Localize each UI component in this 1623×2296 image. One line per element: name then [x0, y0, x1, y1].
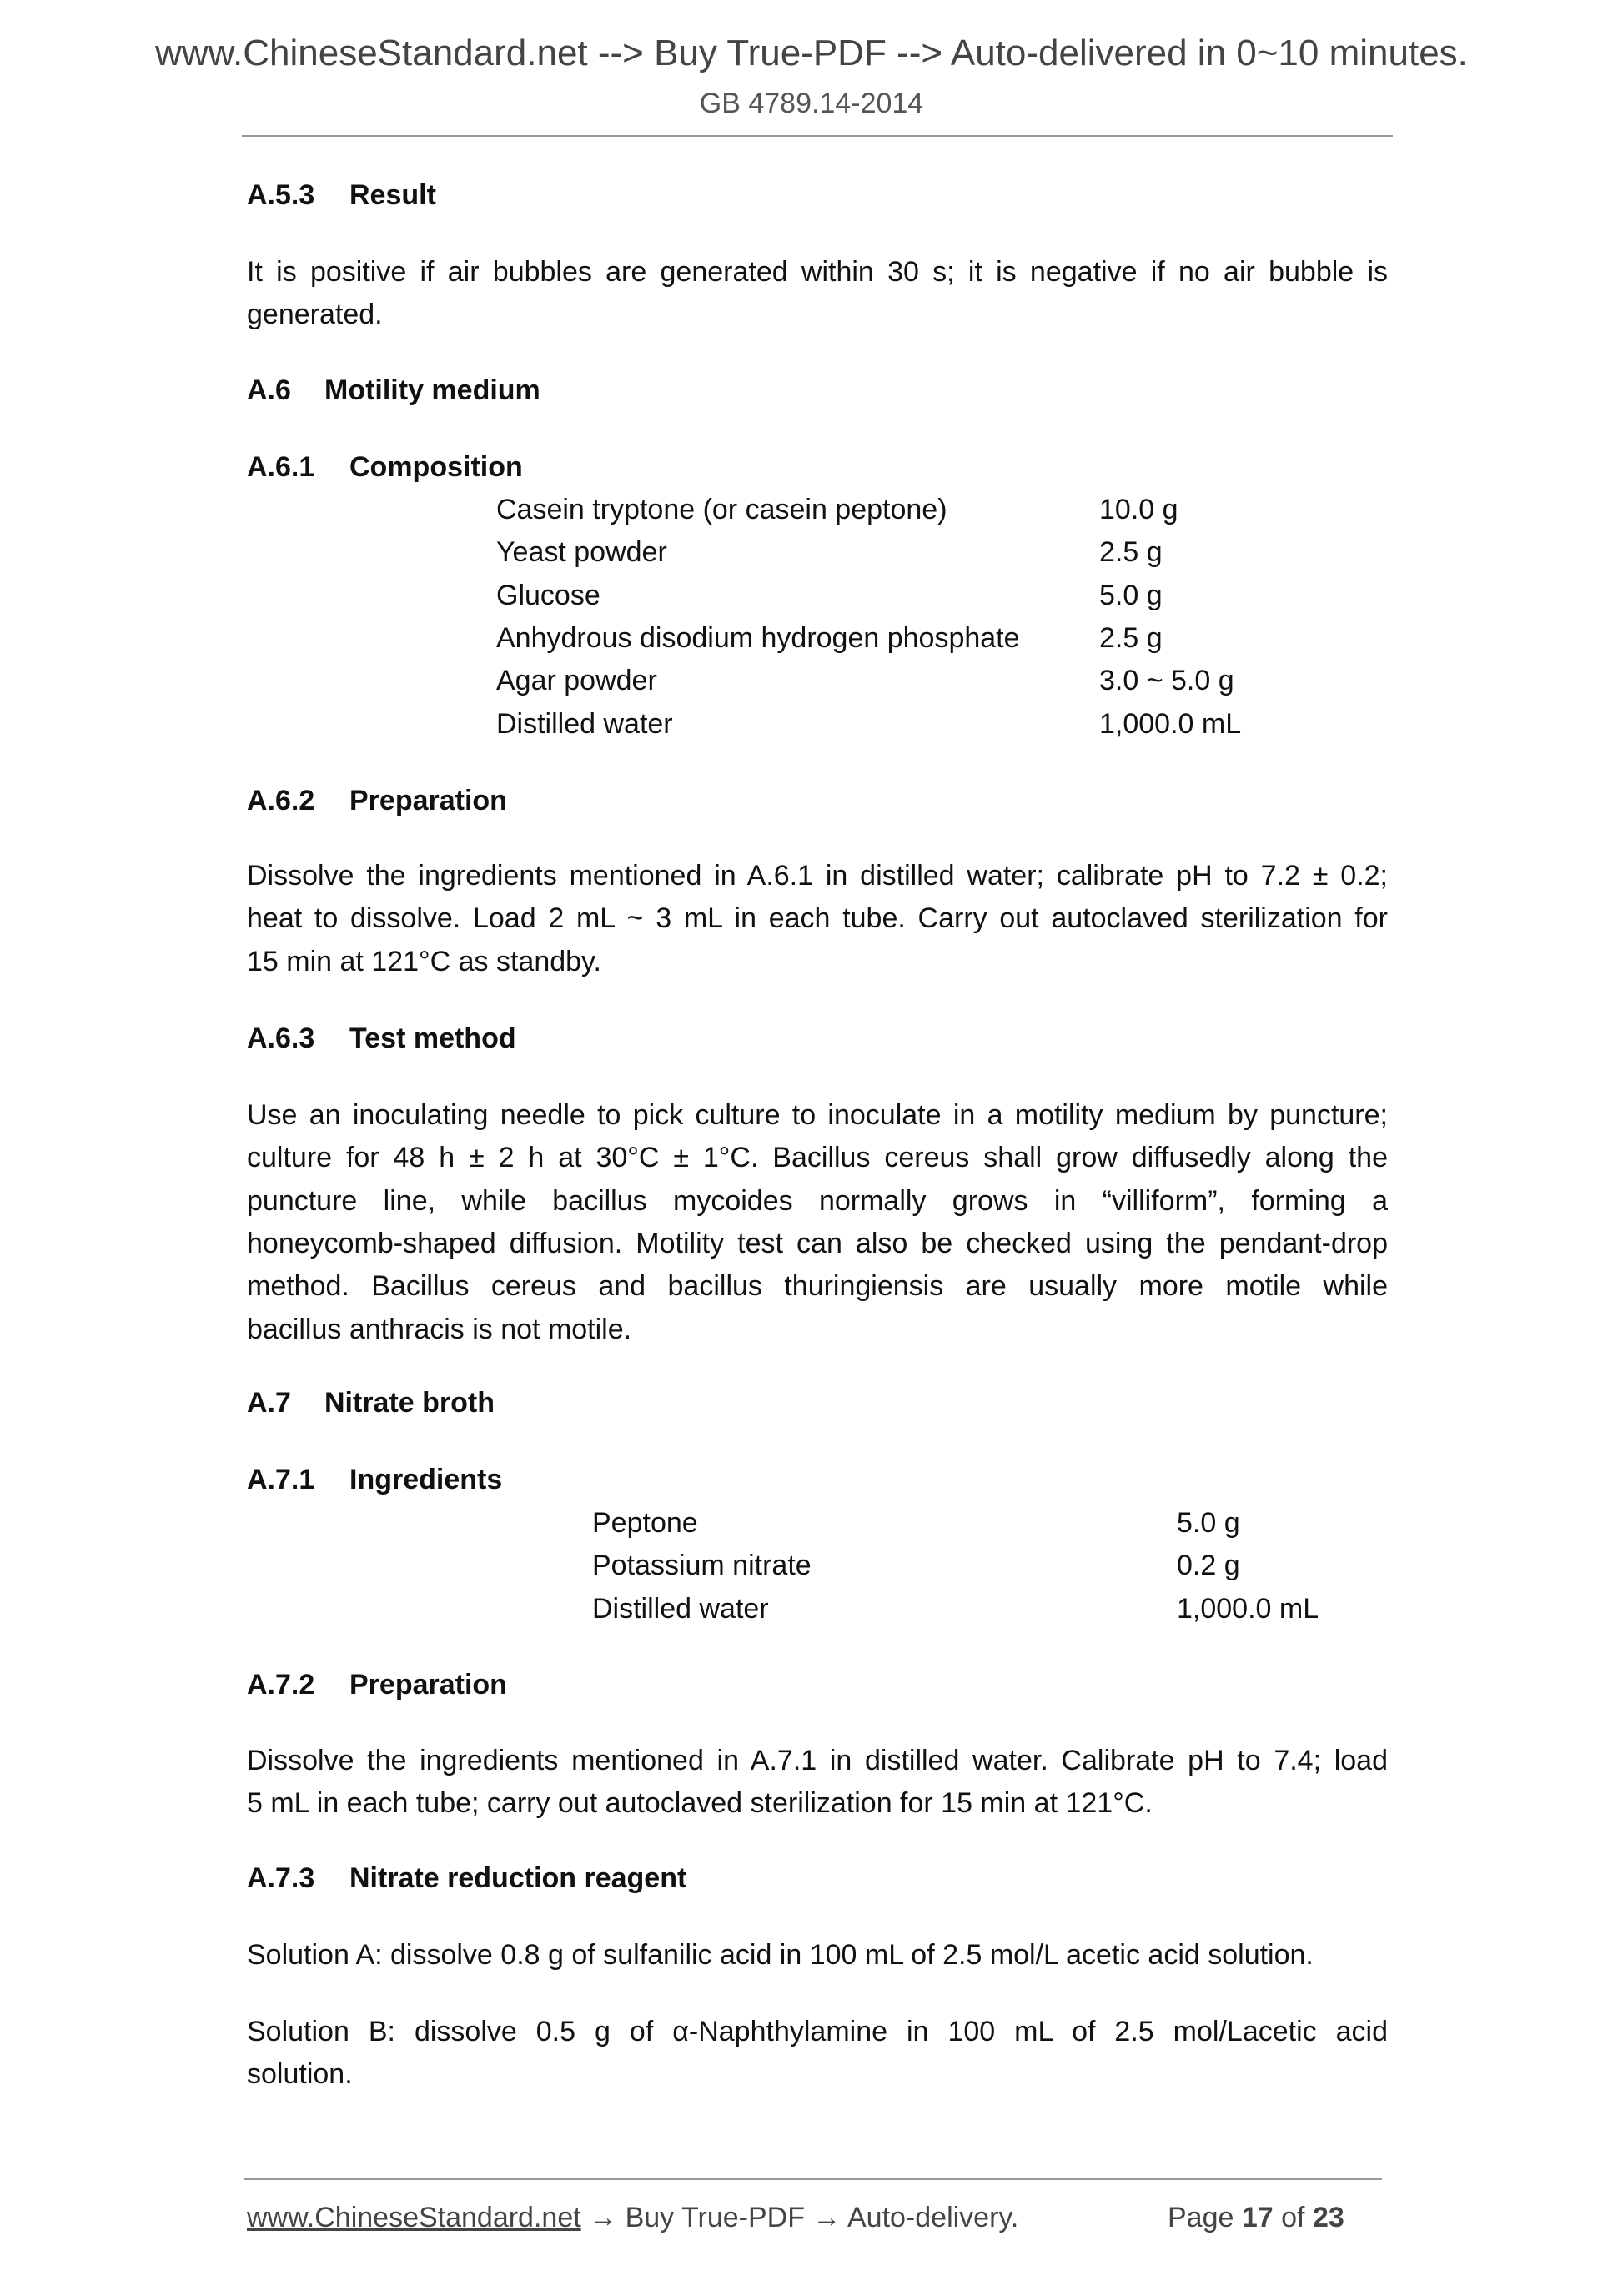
paragraph-line: It is positive if air bubbles are generated within 30 s; it is negative if no air bubble is: [247, 256, 1388, 288]
section-title: Preparation: [349, 1669, 507, 1701]
footer-rule: [244, 2178, 1382, 2180]
footer-tagline: → Buy True-PDF → Auto-delivery.: [580, 2202, 1019, 2233]
ingredient-name: Distilled water: [496, 707, 673, 740]
ingredient-amount: 2.5 g: [1099, 621, 1163, 654]
heading-a53: [247, 179, 436, 212]
paragraph-line: heat to dissolve. Load 2 mL ~ 3 mL in each tube. Carry out autoclaved sterilization for: [247, 902, 1388, 935]
section-title: Nitrate reduction reagent: [349, 1862, 687, 1894]
section-number: A.6.1: [247, 451, 315, 483]
section-title: Result: [349, 179, 436, 211]
heading-a62: [247, 785, 507, 817]
current-page: 17: [1241, 2202, 1274, 2233]
banner: www.ChineseStandard.net --> Buy True-PDF --> Auto-delivered in 0~10 minutes.: [155, 33, 1468, 73]
heading-a73: [247, 1862, 687, 1895]
ingredient-name: Potassium nitrate: [592, 1550, 812, 1582]
section-number: A.7: [247, 1387, 291, 1419]
footer-text: [247, 2202, 1018, 2234]
section-number: A.7.3: [247, 1862, 315, 1894]
of-label: of: [1281, 2202, 1305, 2233]
paragraph-line: bacillus anthracis is not motile.: [247, 1313, 632, 1345]
paragraph-line: generated.: [247, 299, 383, 331]
ingredient-amount: 10.0 g: [1099, 494, 1178, 525]
ingredient-amount: 1,000.0 mL: [1099, 707, 1242, 740]
page-label: Page: [1168, 2202, 1234, 2233]
ingredient-amount: 5.0 g: [1099, 579, 1163, 611]
heading-a63: [247, 1022, 516, 1055]
section-title: Preparation: [349, 785, 507, 816]
paragraph-line: Use an inoculating needle to pick culture to inoculate in a motility medium by puncture;: [247, 1099, 1388, 1131]
heading-a72: [247, 1669, 507, 1701]
paragraph-line: solution.: [247, 2058, 353, 2091]
paragraph-line: culture for 48 h ± 2 h at 30°C ± 1°C. Bacillus cereus shall grow diffusedly along the: [247, 1142, 1388, 1174]
section-number: A.5.3: [247, 179, 315, 211]
section-title: Ingredients: [349, 1464, 503, 1495]
ingredient-amount: 3.0 ~ 5.0 g: [1099, 665, 1234, 697]
ingredient-name: Anhydrous disodium hydrogen phosphate: [496, 621, 1020, 654]
section-number: A.6.3: [247, 1022, 315, 1054]
footer-link[interactable]: www.ChineseStandard.net: [247, 2202, 581, 2233]
ingredient-amount: 5.0 g: [1177, 1507, 1240, 1539]
paragraph-line: Dissolve the ingredients mentioned in A.7.1 in distilled water. Calibrate pH to 7.4; load: [247, 1745, 1388, 1776]
ingredient-name: Distilled water: [592, 1592, 769, 1625]
ingredient-name: Peptone: [592, 1507, 698, 1539]
ingredient-amount: 2.5 g: [1099, 536, 1163, 569]
paragraph-line: Solution A: dissolve 0.8 g of sulfanilic acid in 100 mL of 2.5 mol/L acetic acid solution.: [247, 1939, 1314, 1971]
ingredient-name: Glucose: [496, 579, 600, 611]
paragraph-line: Dissolve the ingredients mentioned in A.6.1 in distilled water; calibrate pH to 7.2 ± 0.2;: [247, 860, 1388, 892]
paragraph-line: Solution B: dissolve 0.5 g of α-Naphthylamine in 100 mL of 2.5 mol/Lacetic acid: [247, 2016, 1388, 2047]
section-title: Motility medium: [324, 374, 540, 406]
section-number: A.7.1: [247, 1464, 315, 1495]
heading-a61: [247, 451, 523, 484]
ingredient-name: Agar powder: [496, 665, 657, 697]
heading-a71: [247, 1464, 503, 1496]
ingredient-amount: 0.2 g: [1177, 1550, 1240, 1582]
page-number: [1168, 2202, 1344, 2234]
section-number: A.6.2: [247, 785, 315, 816]
paragraph-line: honeycomb-shaped diffusion. Motility test can also be checked using the pendant-drop: [247, 1227, 1388, 1259]
section-number: A.6: [247, 374, 291, 406]
ingredient-name: Casein tryptone (or casein peptone): [496, 494, 947, 525]
ingredient-name: Yeast powder: [496, 536, 667, 569]
ingredient-amount: 1,000.0 mL: [1177, 1592, 1319, 1625]
paragraph-line: 15 min at 121°C as standby.: [247, 945, 601, 977]
section-title: Test method: [349, 1022, 516, 1054]
paragraph-line: puncture line, while bacillus mycoides normally grows in “villiform”, forming a: [247, 1184, 1388, 1217]
section-number: A.7.2: [247, 1669, 315, 1701]
header-rule: [242, 135, 1393, 137]
section-title: Nitrate broth: [324, 1387, 495, 1419]
total-pages: 23: [1312, 2202, 1344, 2233]
paragraph-line: 5 mL in each tube; carry out autoclaved sterilization for 15 min at 121°C.: [247, 1787, 1153, 1820]
paragraph-line: method. Bacillus cereus and bacillus thuringiensis are usually more motile while: [247, 1270, 1388, 1303]
heading-a7: [247, 1387, 495, 1419]
heading-a6: [247, 374, 540, 407]
section-title: Composition: [349, 451, 523, 483]
document-id: GB 4789.14-2014: [699, 88, 924, 119]
